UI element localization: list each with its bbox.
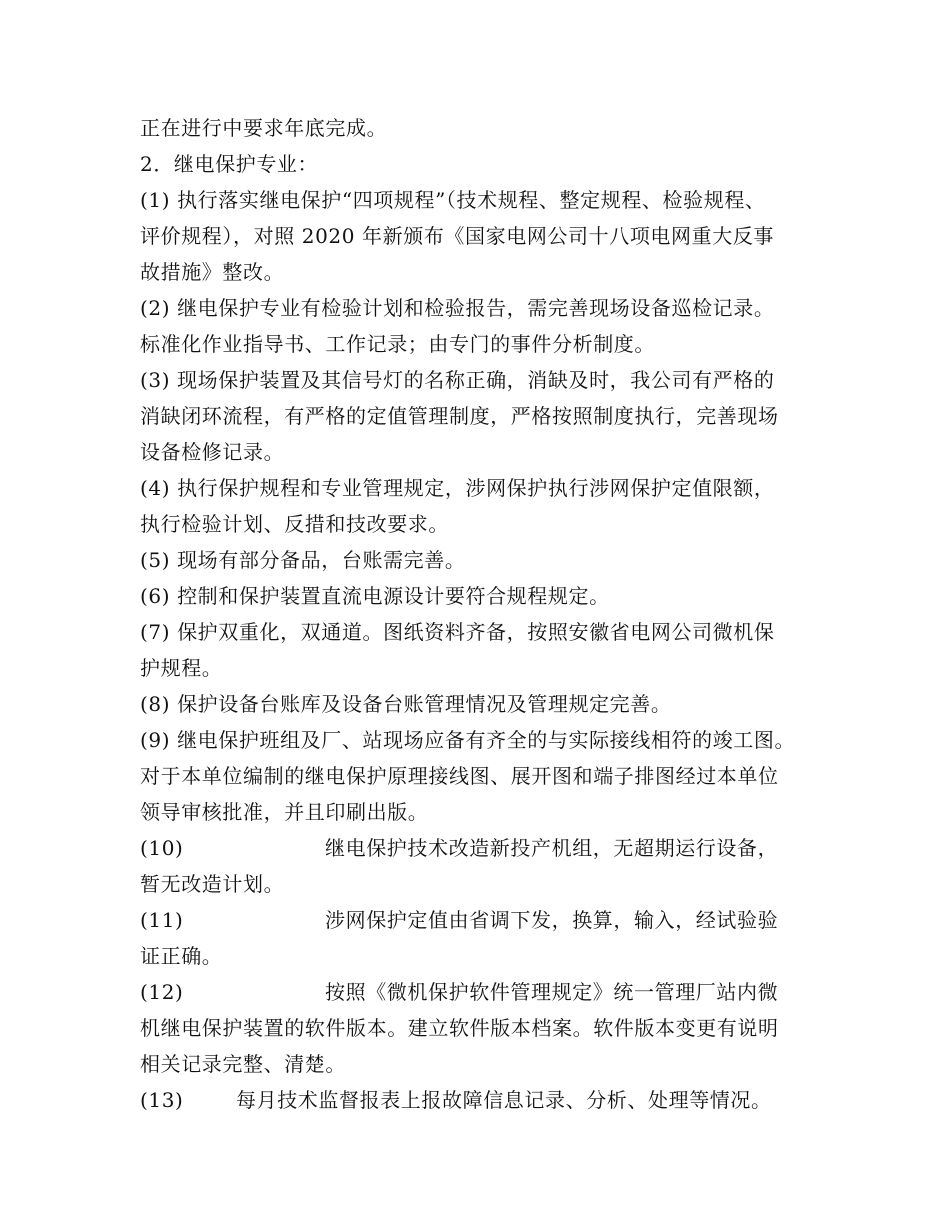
text-line: (3) 现场保护装置及其信号灯的名称正确，消缺及时，我公司有严格的 — [140, 368, 775, 392]
text-line: (8) 保护设备台账库及设备台账管理情况及管理规定完善。 — [140, 692, 672, 716]
item-number: (13) — [140, 1088, 184, 1112]
text-line: 消缺闭环流程，有严格的定值管理制度，严格按照制度执行，完善现场 — [140, 404, 779, 428]
text-line: 正在进行中要求年底完成。 — [140, 116, 388, 140]
list-item-12 — [140, 976, 778, 1008]
item-text: 继电保护技术改造新投产机组，无超期运行设备， — [325, 836, 779, 860]
text-line: (7) 保护双重化，双通道。图纸资料齐备，按照安徽省电网公司微机保 — [140, 620, 775, 644]
text-line: 证正确。 — [140, 944, 223, 968]
text-line: 护规程。 — [140, 656, 223, 680]
item-number: (10) — [140, 836, 184, 860]
text-line: (2) 继电保护专业有检验计划和检验报告，需完善现场设备巡检记录。 — [140, 296, 775, 320]
text-line: (5) 现场有部分备品，台账需完善。 — [140, 548, 466, 572]
text-line: (4) 执行保护规程和专业管理规定，涉网保护执行涉网保护定值限额， — [140, 476, 775, 500]
text-line: (6) 控制和保护装置直流电源设计要符合规程规定。 — [140, 584, 610, 608]
item-text: 按照《微机保护软件管理规定》统一管理厂站内微 — [325, 980, 779, 1004]
section-heading: 2．继电保护专业： — [140, 152, 319, 176]
list-item-11 — [140, 904, 778, 936]
text-line: 评价规程），对照 2020 年新颁布《国家电网公司十八项电网重大反事 — [140, 224, 775, 248]
text-line: 设备检修记录。 — [140, 440, 285, 464]
text-line: 相关记录完整、清楚。 — [140, 1052, 346, 1076]
item-text: 每月技术监督报表上报故障信息记录、分析、处理等情况。 — [236, 1088, 772, 1112]
text-line: 领导审核批准，并且印刷出版。 — [140, 800, 429, 824]
item-text: 涉网保护定值由省调下发，换算，输入，经试验验 — [325, 908, 779, 932]
text-line: 机继电保护装置的软件版本。建立软件版本档案。软件版本变更有说明 — [140, 1016, 779, 1040]
text-line: 对于本单位编制的继电保护原理接线图、展开图和端子排图经过本单位 — [140, 764, 779, 788]
text-line: (1) 执行落实继电保护“四项规程”（技术规程、整定规程、检验规程、 — [140, 188, 766, 212]
text-line: 暂无改造计划。 — [140, 872, 285, 896]
item-number: (11) — [140, 908, 184, 932]
item-number: (12) — [140, 980, 184, 1004]
text-line: 故措施》整改。 — [140, 260, 285, 284]
text-line: 标准化作业指导书、工作记录；由专门的事件分析制度。 — [140, 332, 655, 356]
text-line: (9) 继电保护班组及厂、站现场应备有齐全的与实际接线相符的竣工图。 — [140, 728, 796, 752]
list-item-13 — [140, 1084, 772, 1116]
text-line: 执行检验计划、反措和技改要求。 — [140, 512, 449, 536]
list-item-10 — [140, 832, 778, 864]
